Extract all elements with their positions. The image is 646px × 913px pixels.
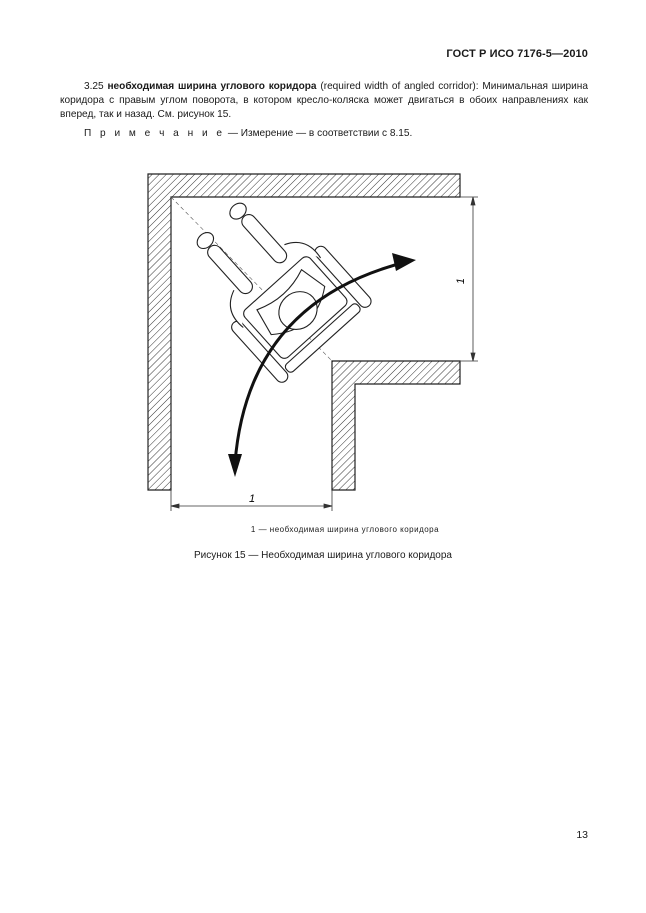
note <box>84 127 412 141</box>
figure-legend <box>0 525 646 534</box>
legend-text: 1 — необходимая ширина углового коридора <box>250 525 440 534</box>
figure-caption: Рисунок 15 — Необходимая ширина углового коридора <box>194 550 452 561</box>
dimension-label-horizontal: 1 <box>248 493 256 505</box>
page-number: 13 <box>576 829 588 841</box>
term-english: (required width of angled corridor) <box>320 81 476 92</box>
document-header: ГОСТ Р ИСО 7176-5—2010 <box>446 48 588 60</box>
corridor-figure <box>140 165 480 525</box>
term-text: : Минимальная ширина коридора с правым углом поворота, в котором кресло-коляска может двигаться в обоих направлениях как вперед, так и назад. См. рисунок 15. <box>60 81 588 120</box>
note-label: П р и м е ч а н и е <box>84 128 225 139</box>
note-text: — Измерение — в соответствии с 8.15. <box>227 128 413 139</box>
inner-wall <box>332 361 460 490</box>
term-number: 3.25 <box>84 81 104 92</box>
wheelchair-with-user <box>171 179 374 385</box>
term-definition <box>60 80 588 122</box>
term-title: необходимая ширина углового коридора <box>107 81 317 92</box>
dimension-label-vertical: 1 <box>455 277 467 285</box>
